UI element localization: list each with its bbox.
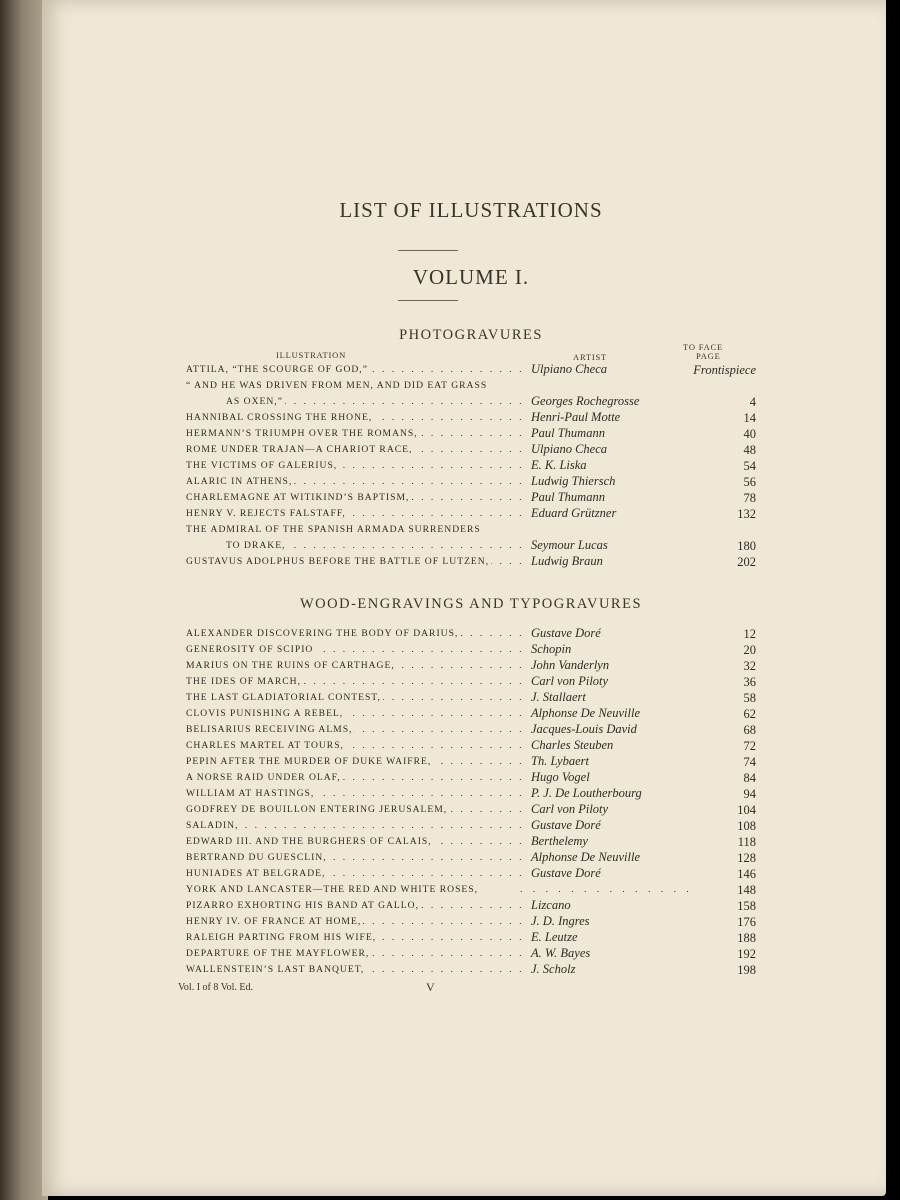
list-item: [186, 738, 758, 754]
list-item: [186, 394, 758, 410]
page-number: 4: [749, 395, 756, 409]
artist-name: Th. Lybaert: [531, 754, 589, 768]
list-item: [186, 474, 758, 490]
list-item: [186, 458, 758, 474]
list-item: [186, 690, 758, 706]
page-number: 72: [743, 739, 756, 753]
illustration-title: HENRY IV. OF FRANCE AT HOME,: [186, 916, 362, 927]
illustration-title: EDWARD III. AND THE BURGHERS OF CALAIS,: [186, 836, 432, 847]
illustration-title: HENRY V. REJECTS FALSTAFF,: [186, 508, 346, 519]
illustration-title: AS OXEN,”: [226, 396, 283, 407]
list-item: [186, 538, 758, 554]
page-number: 188: [737, 931, 756, 945]
page-number: 20: [743, 643, 756, 657]
list-item: [186, 642, 758, 658]
page-number: 12: [743, 627, 756, 641]
artist-name: Gustave Doré: [531, 866, 601, 880]
page-number: 146: [737, 867, 756, 881]
artist-name: Alphonse De Neuville: [531, 850, 640, 864]
artist-name: Berthelemy: [531, 834, 588, 848]
page-number: 192: [737, 947, 756, 961]
list-item: [186, 490, 758, 506]
page-number: 14: [743, 411, 756, 425]
illustration-title: HUNIADES AT BELGRADE,: [186, 868, 326, 879]
page-number: 56: [743, 475, 756, 489]
illustration-title: GODFREY DE BOUILLON ENTERING JERUSALEM,: [186, 804, 448, 815]
illustration-title: ALARIC IN ATHENS,: [186, 476, 293, 487]
illustration-title: YORK AND LANCASTER—THE RED AND WHITE ROSES,: [186, 884, 478, 895]
list-item: [186, 962, 758, 978]
illustration-title: “ AND HE WAS DRIVEN FROM MEN, AND DID EAT GRASS: [186, 380, 488, 391]
leader-dots: . . . . . . . . . . . . . .: [520, 884, 693, 895]
artist-name: A. W. Bayes: [531, 946, 591, 960]
artist-name: Charles Steuben: [531, 738, 614, 752]
artist-name: Henri-Paul Motte: [531, 410, 621, 424]
page-number: 202: [737, 555, 756, 569]
list-item: [186, 898, 758, 914]
artist-name: P. J. De Loutherbourg: [531, 786, 642, 800]
illustration-title: TO DRAKE,: [226, 540, 286, 551]
artist-name: Georges Rochegrosse: [531, 394, 640, 408]
artist-name: John Vanderlyn: [531, 658, 610, 672]
illustration-title: MARIUS ON THE RUINS OF CARTHAGE,: [186, 660, 395, 671]
book-page: [42, 0, 886, 1196]
artist-name: Carl von Piloty: [531, 674, 609, 688]
illustration-title: THE IDES OF MARCH,: [186, 676, 302, 687]
artist-name: J. D. Ingres: [531, 914, 590, 928]
list-item: [186, 722, 758, 738]
list-item: [186, 362, 758, 378]
page-number: 104: [737, 803, 756, 817]
page-number: 36: [743, 675, 756, 689]
column-header-artist: ARTIST: [573, 352, 608, 362]
list-item: [186, 658, 758, 674]
list-item: [186, 674, 758, 690]
list-item: [186, 930, 758, 946]
illustration-title: GUSTAVUS ADOLPHUS BEFORE THE BATTLE OF LUTZEN,: [186, 556, 490, 567]
illustration-title: CHARLEMAGNE AT WITIKIND’S BAPTISM,: [186, 492, 410, 503]
list-item: [186, 786, 758, 802]
list-item: [186, 834, 758, 850]
page-number: 78: [743, 491, 756, 505]
illustration-title: ATTILA, “THE SCOURGE OF GOD,”: [186, 364, 368, 375]
illustration-title: THE LAST GLADIATORIAL CONTEST,: [186, 692, 381, 703]
list-item: [186, 442, 758, 458]
illustration-title: CHARLES MARTEL AT TOURS,: [186, 740, 344, 751]
artist-name: Seymour Lucas: [531, 538, 608, 552]
artist-name: Gustave Doré: [531, 818, 601, 832]
list-item: [186, 378, 758, 394]
page-number: Frontispiece: [693, 363, 756, 377]
artist-name: Ulpiano Checa: [531, 362, 608, 376]
illustration-title: GENEROSITY OF SCIPIO: [186, 644, 314, 655]
artist-name: Gustave Doré: [531, 626, 601, 640]
illustration-title: HANNIBAL CROSSING THE RHONE,: [186, 412, 373, 423]
page-number: 118: [737, 835, 756, 849]
page-number: 94: [743, 787, 756, 801]
illustration-title: BELISARIUS RECEIVING ALMS,: [186, 724, 353, 735]
page-number: 58: [743, 691, 756, 705]
page-title: LIST OF ILLUSTRATIONS: [339, 198, 603, 222]
list-item: [186, 770, 758, 786]
list-item: [186, 754, 758, 770]
volume-divider: [398, 300, 458, 301]
list-item: [186, 914, 758, 930]
page-number: 32: [743, 659, 756, 673]
illustration-title: HERMANN’S TRIUMPH OVER THE ROMANS,: [186, 428, 418, 439]
artist-name: E. Leutze: [531, 930, 578, 944]
page-number: 180: [737, 539, 756, 553]
list-item: [186, 818, 758, 834]
illustration-title: THE ADMIRAL OF THE SPANISH ARMADA SURRENDERS: [186, 524, 481, 535]
list-item: [186, 802, 758, 818]
page-number: 62: [743, 707, 756, 721]
list-item: [186, 506, 758, 522]
illustration-title: SALADIN,: [186, 820, 239, 831]
list-item: [186, 626, 758, 642]
illustration-title: ROME UNDER TRAJAN—A CHARIOT RACE,: [186, 444, 413, 455]
page-number: 84: [743, 771, 756, 785]
list-item: [186, 850, 758, 866]
illustration-title: PEPIN AFTER THE MURDER OF DUKE WAIFRE,: [186, 756, 432, 767]
artist-name: Ludwig Braun: [531, 554, 603, 568]
list-item: [186, 426, 758, 442]
artist-name: Lizcano: [531, 898, 571, 912]
wood-engravings-heading: WOOD-ENGRAVINGS AND TYPOGRAVURES: [299, 596, 643, 612]
illustration-title: CLOVIS PUNISHING A REBEL,: [186, 708, 344, 719]
illustration-title: DEPARTURE OF THE MAYFLOWER,: [186, 948, 370, 959]
page-number: 128: [737, 851, 756, 865]
page-folio: V: [426, 980, 435, 994]
volume-title: VOLUME I.: [412, 265, 530, 289]
edition-note: Vol. I of 8 Vol. Ed.: [178, 982, 254, 993]
artist-name: Jacques-Louis David: [531, 722, 637, 736]
list-item: [186, 882, 758, 898]
illustration-title: RALEIGH PARTING FROM HIS WIFE,: [186, 932, 377, 943]
artist-name: Paul Thumann: [531, 426, 605, 440]
page-number: 48: [743, 443, 756, 457]
artist-name: J. Scholz: [531, 962, 576, 976]
artist-name: E. K. Liska: [531, 458, 587, 472]
page-number: 40: [743, 427, 756, 441]
artist-name: Carl von Piloty: [531, 802, 609, 816]
page-number: 68: [743, 723, 756, 737]
list-item: [186, 522, 758, 538]
illustration-title: WALLENSTEIN’S LAST BANQUET,: [186, 964, 365, 975]
illustration-title: A NORSE RAID UNDER OLAF,: [186, 772, 341, 783]
page-number: 54: [743, 459, 756, 473]
page-number: 108: [737, 819, 756, 833]
page-number: 132: [737, 507, 756, 521]
illustration-title: PIZARRO EXHORTING HIS BAND AT GALLO,: [186, 900, 419, 911]
list-item: [186, 866, 758, 882]
column-header-to-face: TO FACE: [683, 342, 723, 352]
artist-name: Paul Thumann: [531, 490, 605, 504]
artist-name: Eduard Grützner: [531, 506, 617, 520]
list-item: [186, 946, 758, 962]
artist-name: J. Stallaert: [531, 690, 586, 704]
column-header-page: PAGE: [696, 351, 721, 361]
facing-page-edge: [0, 0, 48, 1200]
title-divider: [398, 250, 458, 251]
list-item: [186, 410, 758, 426]
page-number: 198: [737, 963, 756, 977]
artist-name: Schopin: [531, 642, 572, 656]
photogravures-heading: PHOTOGRAVURES: [399, 327, 543, 343]
page-number: 158: [737, 899, 756, 913]
illustration-title: BERTRAND DU GUESCLIN,: [186, 852, 327, 863]
illustration-title: WILLIAM AT HASTINGS,: [186, 788, 315, 799]
page-number: 176: [737, 915, 756, 929]
artist-name: Hugo Vogel: [531, 770, 590, 784]
list-item: [186, 554, 758, 570]
illustration-title: THE VICTIMS OF GALERIUS,: [186, 460, 338, 471]
artist-name: Ulpiano Checa: [531, 442, 608, 456]
artist-name: Alphonse De Neuville: [531, 706, 640, 720]
column-header-illustration: ILLUSTRATION: [276, 350, 347, 360]
page-number: 148: [737, 883, 756, 897]
illustration-title: ALEXANDER DISCOVERING THE BODY OF DARIUS,: [186, 628, 459, 639]
list-item: [186, 706, 758, 722]
artist-name: Ludwig Thiersch: [531, 474, 616, 488]
page-number: 74: [743, 755, 756, 769]
